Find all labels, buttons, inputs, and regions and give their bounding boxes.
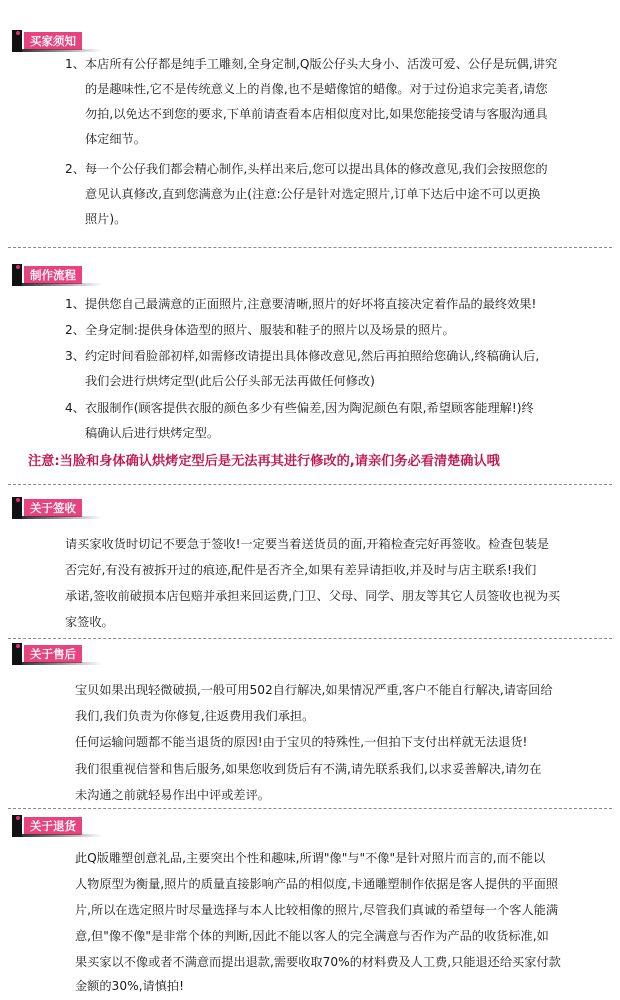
divider <box>8 638 612 639</box>
returns-line: 此Q版雕塑创意礼品,主要突出个性和趣味,所谓"像"与"不像"是针对照片而言的,而不能以 <box>75 851 546 865</box>
signing-line: 请买家收货时切记不要急于签收!一定要当着送货员的面,开箱检查完好再签收。检查包装是 <box>65 537 550 551</box>
divider <box>8 484 612 485</box>
process-line: 3、约定时间看脸部初样,如需修改请提出具体修改意见,然后再拍照给您确认,终稿确认后, <box>65 349 540 363</box>
divider <box>8 808 612 809</box>
process-line: 稿确认后进行烘烤定型。 <box>85 426 220 440</box>
signing-line: 家签收。 <box>65 615 114 629</box>
after-sales-line: 宝贝如果出现轻微破损,一般可用502自行解决,如果情况严重,客户不能自行解决,请寄回给 <box>75 683 553 697</box>
dot-icon <box>16 498 20 502</box>
returns-line: 果买家以不像或者不满意而提出退款,需要收取70%的材料费及人工费,只能退还给买家付款 <box>75 955 561 969</box>
section-title: 关于售后 <box>24 645 82 663</box>
buyer-notice-line: 意见认真修改,直到您满意为止(注意:公仔是针对选定照片,订单下达后中途不可以更换 <box>85 187 541 201</box>
returns-line: 人物原型为衡量,照片的质量直接影响产品的相似度,卡通雕塑制作依据是客人提供的平面照 <box>75 877 559 891</box>
after-sales-line: 我们很重视信誉和售后服务,如果您收到货后有不满,请先联系我们,以求妥善解决,请勿在 <box>75 762 542 776</box>
section-title: 关于退货 <box>24 817 82 835</box>
section-title: 买家须知 <box>24 32 82 50</box>
section-header-buyer-notice <box>12 30 102 52</box>
buyer-notice-line: 勿拍,以免达不到您的要求,下单前请查看本店相似度对比,如果您能接受请与客服沟通具 <box>85 107 548 121</box>
buyer-notice-line: 的是趣味性,它不是传统意义上的肖像,也不是蜡像馆的蜡像。对于过份追求完美者,请您 <box>85 82 548 96</box>
buyer-notice-line: 照片)。 <box>85 212 127 226</box>
returns-line: 意,但"像不像"是非常个体的判断,因此不能以客人的完全满意与否作为产品的收货标准,如 <box>75 929 549 943</box>
buyer-notice-line: 2、每一个公仔我们都会精心制作,头样出来后,您可以提出具体的修改意见,我们会按照您的 <box>65 162 548 176</box>
after-sales-line: 我们,我们负责为你修复,往返费用我们承担。 <box>75 709 315 723</box>
dot-icon <box>16 816 20 820</box>
after-sales-line: 任何运输问题都不能当退货的原因!由于宝贝的特殊性,一但拍下支付出样就无法退货! <box>75 735 528 749</box>
returns-line: 金额的30%,请慎拍! <box>75 979 184 993</box>
dot-icon <box>16 265 20 269</box>
process-warning-note: 注意:当脸和身体确认烘烤定型后是无法再其进行修改的,请亲们务必看清楚确认哦 <box>28 454 500 469</box>
returns-line: 片,所以在选定照片时尽量选择与本人比较相像的照片,尽管我们真诚的希望每一个客人能满 <box>75 903 559 917</box>
buyer-notice-line: 1、本店所有公仔都是纯手工雕刻,全身定制,Q版公仔头大身小、活泼可爱、公仔是玩偶,讲究 <box>65 57 558 71</box>
buyer-notice-line: 体定细节。 <box>85 132 146 146</box>
section-header-after-sales <box>12 643 102 665</box>
dot-icon <box>16 644 20 648</box>
dot-icon <box>16 31 20 35</box>
after-sales-line: 未沟通之前就轻易作出中评或差评。 <box>75 788 270 802</box>
signing-line: 承诺,签收前破损本店包赔并承担来回运费,门卫、父母、同学、朋友等其它人员签收也视为买 <box>65 589 561 603</box>
divider <box>8 247 612 248</box>
section-header-signing <box>12 497 102 519</box>
process-line: 我们会进行烘烤定型(此后公仔头部无法再做任何修改) <box>85 374 375 388</box>
section-header-returns <box>12 815 102 837</box>
section-header-process <box>12 264 102 286</box>
process-line: 4、衣服制作(顾客提供衣服的颜色多少有些偏差,因为陶泥颜色有限,希望顾客能理解!)终 <box>65 401 534 415</box>
process-line: 1、提供您自己最满意的正面照片,注意要清晰,照片的好坏将直接决定着作品的最终效果! <box>65 297 537 311</box>
section-title: 关于签收 <box>24 499 82 517</box>
section-title: 制作流程 <box>24 266 82 284</box>
process-line: 2、全身定制:提供身体造型的照片、服装和鞋子的照片以及场景的照片。 <box>65 323 455 337</box>
signing-line: 否完好,有没有被拆开过的痕迹,配件是否齐全,如果有差异请拒收,并及时与店主联系!我们 <box>65 563 537 577</box>
